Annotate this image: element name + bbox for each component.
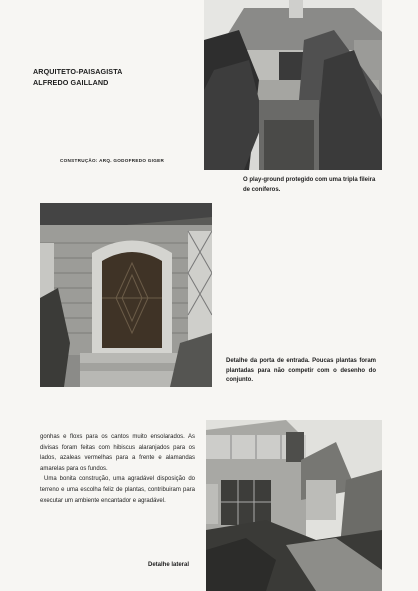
- architect-title: ARQUITETO-PAISAGISTA: [33, 67, 123, 76]
- side-detail-photo: [206, 420, 382, 591]
- body-paragraph: Uma bonita construção, uma agradável disposição do terreno e uma escolha feliz de plantas, contribuiram para executar um ambiente encantador e agradável.: [40, 476, 195, 504]
- architect-credit: [33, 66, 122, 88]
- construction-credit: CONSTRUÇÃO: ARQ. GODOFREDO GIGER: [60, 158, 165, 163]
- entrance-door-photo: [40, 203, 212, 387]
- architect-name: ALFREDO GAILLAND: [33, 78, 109, 87]
- entrance-caption: Detalhe da porta de entrada. Poucas plantas foram plantadas para não competir com o desenho do conjunto.: [226, 358, 376, 383]
- playground-photo: [204, 0, 382, 170]
- body-text: [40, 432, 195, 506]
- body-paragraph: gonhas e floxs para os cantos muito ensolarados. As divisas foram feitas com hibiscus alaranjados para os lados, azaleas vermelhas para a frente e alamandas amarelas para os fundos.: [40, 434, 195, 472]
- playground-caption: O play-ground protegido com uma tripla fileira de coníferos.: [243, 177, 376, 193]
- side-detail-caption: Detalhe lateral: [148, 562, 190, 568]
